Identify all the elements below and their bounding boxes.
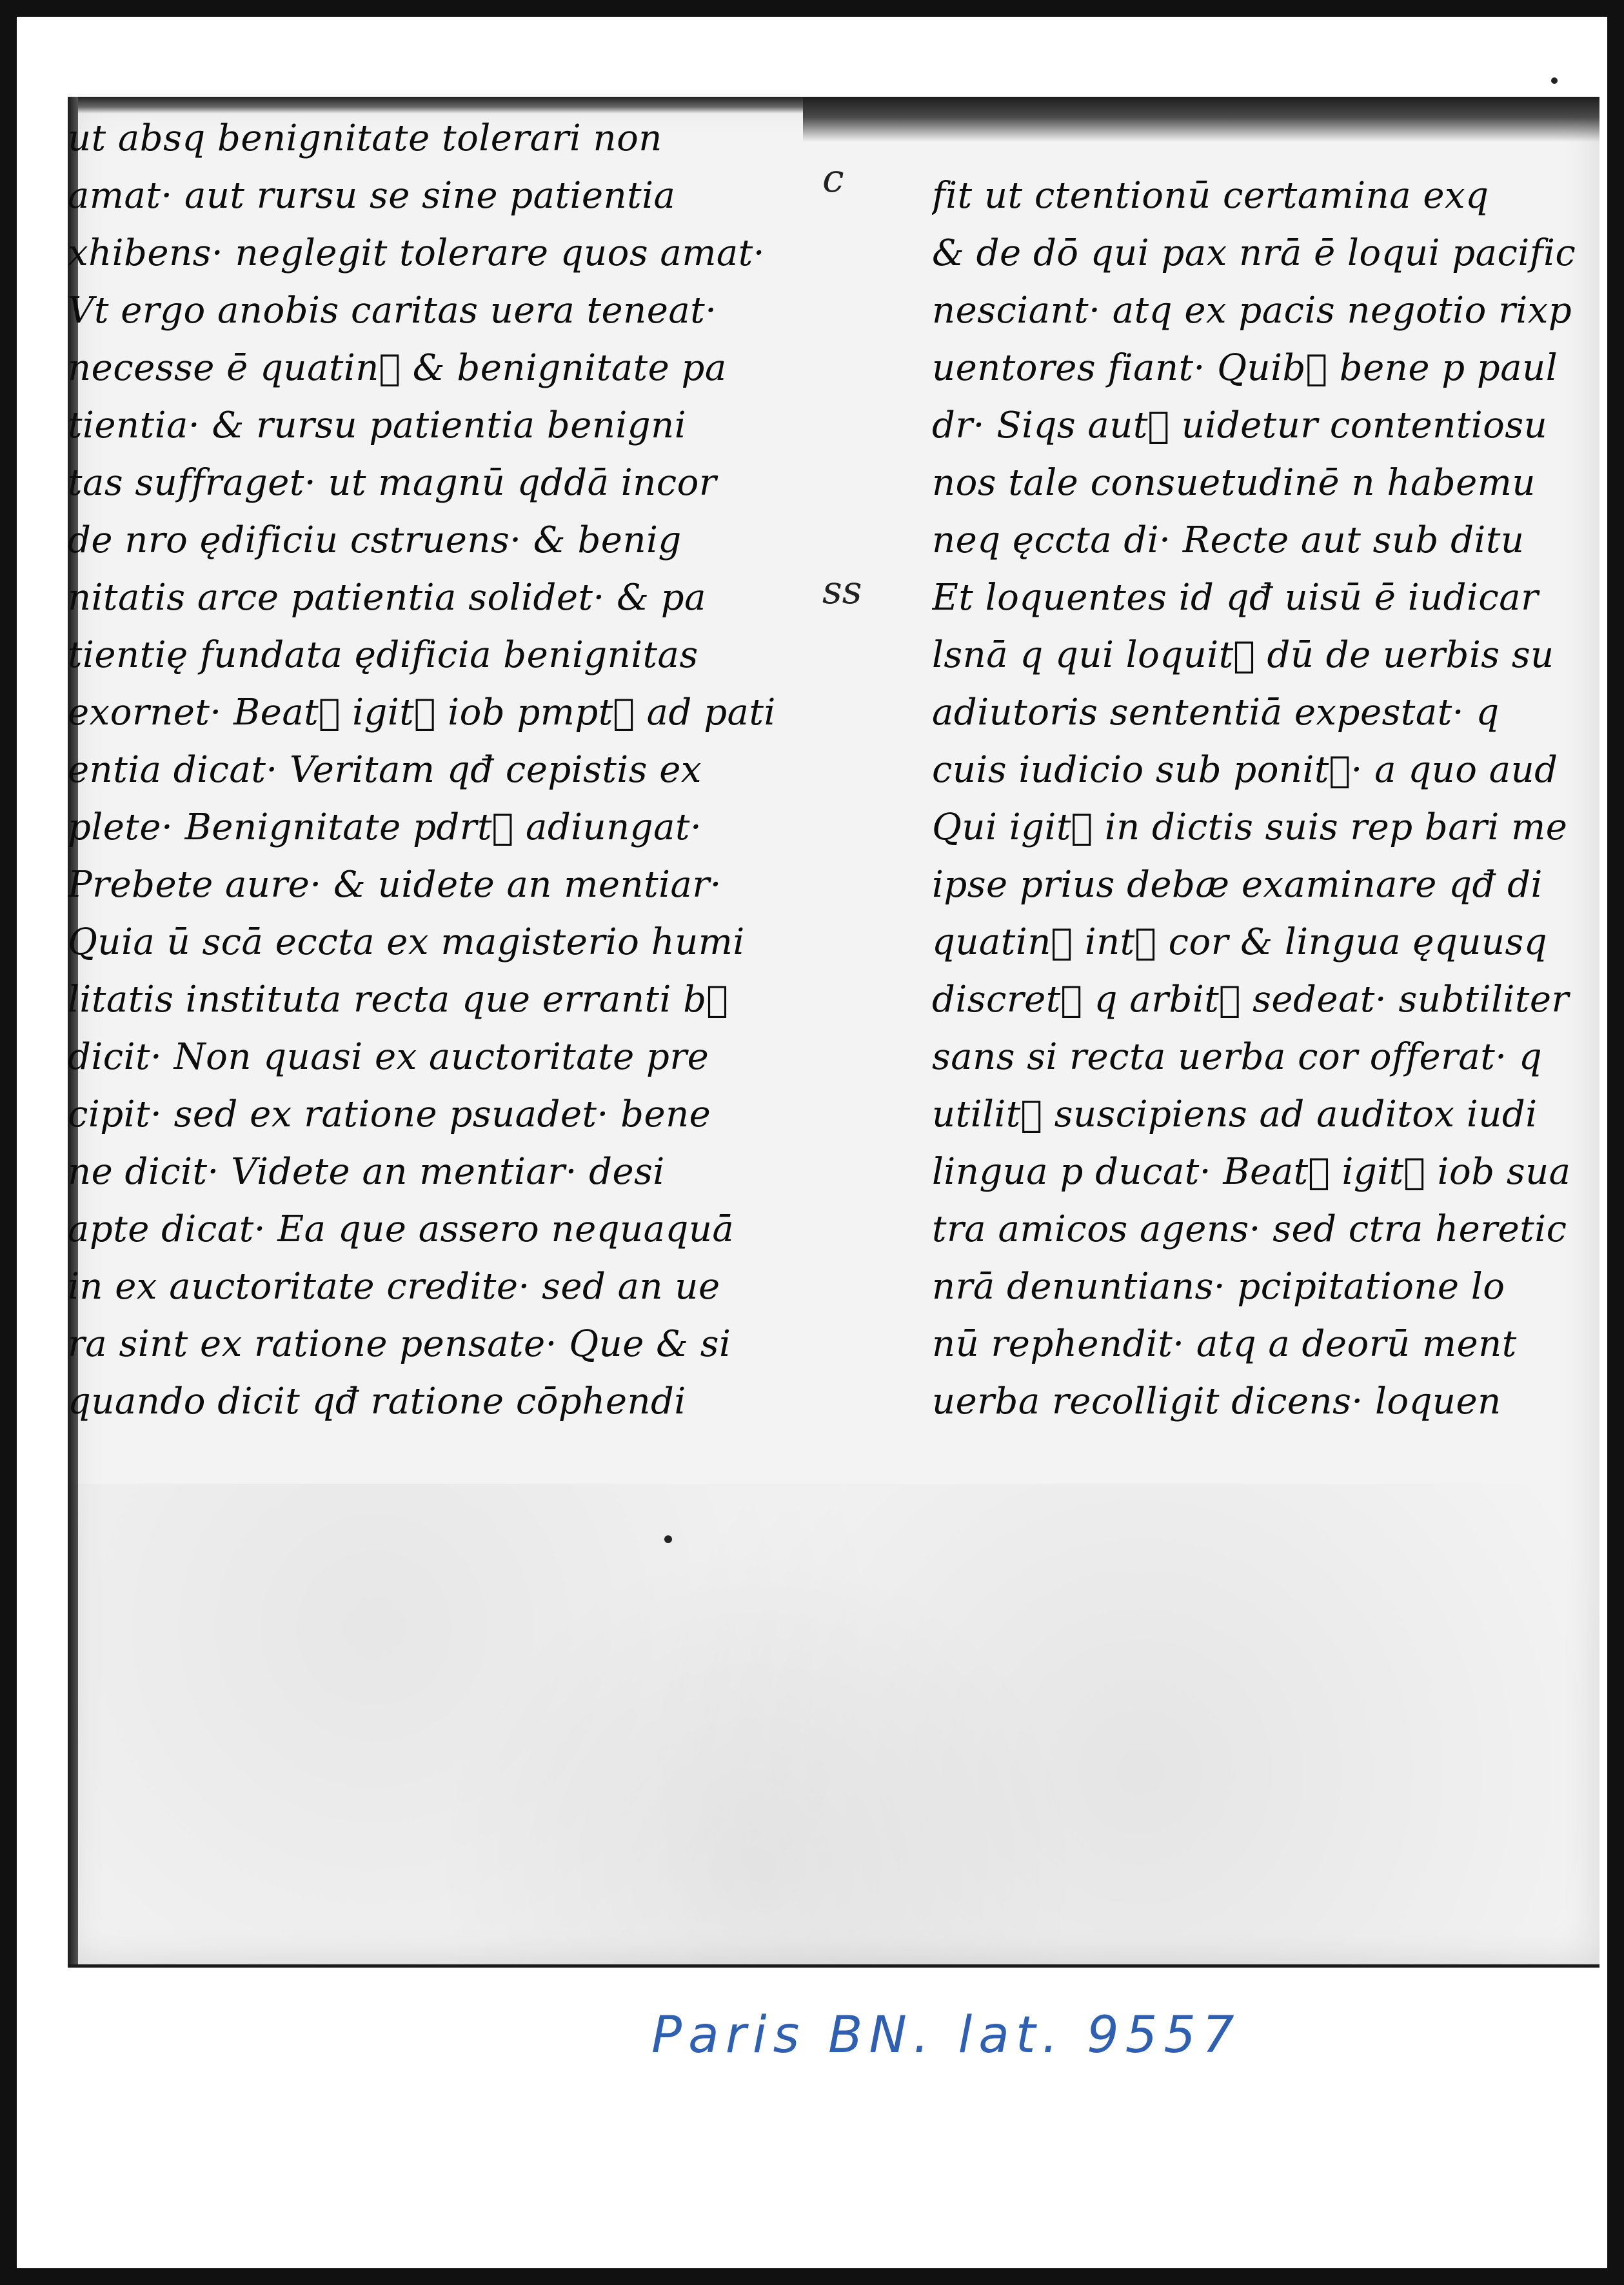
ink-spot bbox=[1551, 77, 1558, 84]
text-line: quando dicit qđ ratione cōphendi bbox=[68, 1381, 686, 1422]
text-line: nesciant· atq ex pacis negotio rixp bbox=[932, 290, 1572, 332]
text-line: sans si recta uerba cor offerat· q bbox=[932, 1036, 1543, 1078]
text-line: uerba recolligit dicens· loquen bbox=[932, 1381, 1501, 1422]
text-line: entia dicat· Veritam qđ cepistis ex bbox=[68, 749, 702, 791]
ink-spot bbox=[664, 1535, 672, 1543]
text-line: utilit᷑ suscipiens ad auditox iudi bbox=[932, 1093, 1538, 1135]
text-line: lsnā q qui loquit᷑ dū de uerbis su bbox=[932, 634, 1554, 676]
text-line: Vt ergo anobis caritas uera teneat· bbox=[68, 290, 717, 332]
margin-annotation: ss bbox=[822, 568, 862, 613]
manuscript-scan bbox=[68, 97, 1599, 1968]
text-line bbox=[932, 110, 1599, 167]
text-line: cipit· sed ex ratione psuadet· bene bbox=[68, 1093, 711, 1135]
text-line: litatis instituta recta que erranti b᷒ bbox=[68, 979, 729, 1021]
text-line: exornet· Beat᷒ igit᷑ iob pmpt᷒ ad pati bbox=[68, 692, 776, 733]
text-line: uentores fiant· Quib᷒ bene p paul bbox=[932, 347, 1558, 389]
text-line: tientię fundata ędificia benignitas bbox=[68, 634, 698, 676]
text-line: Et loquentes id qđ uisū ē iudicar bbox=[932, 577, 1539, 619]
text-line: de nro ędificiu cstruens· & benig bbox=[68, 519, 682, 561]
text-line: nitatis arce patientia solidet· & pa bbox=[68, 577, 706, 619]
text-line: fit ut ctentionū certamina exq bbox=[932, 175, 1489, 217]
text-line: dicit· Non quasi ex auctoritate pre bbox=[68, 1036, 709, 1078]
text-line: lingua p ducat· Beat᷒ igit᷑ iob sua bbox=[932, 1151, 1571, 1193]
text-line: ut absq benignitate tolerari non bbox=[68, 117, 662, 159]
text-line: xhibens· neglegit tolerare quos amat· bbox=[68, 232, 766, 274]
text-line: Qui igit᷑ in dictis suis rep bari me bbox=[932, 806, 1568, 848]
text-line: neq ęccta di· Recte aut sub ditu bbox=[932, 519, 1525, 561]
text-line: nū rephendit· atq a deorū ment bbox=[932, 1323, 1517, 1365]
text-line: tientia· & rursu patientia benigni bbox=[68, 404, 687, 446]
text-line: necesse ē quatin᷒ & benignitate pa bbox=[68, 347, 727, 389]
text-line: adiutoris sententiā expestat· q bbox=[932, 692, 1500, 733]
shelfmark-annotation: Paris BN. lat. 9557 bbox=[651, 2006, 1241, 2064]
text-line: Quia ū scā eccta ex magisterio humi bbox=[68, 921, 745, 963]
text-line: nrā denuntians· pcipitatione lo bbox=[932, 1266, 1505, 1308]
text-line: apte dicat· Ea que assero nequaquā bbox=[68, 1208, 735, 1250]
text-line: discret᷒ q arbit᷑ sedeat· subtiliter bbox=[932, 979, 1569, 1021]
text-line: & de dō qui pax nrā ē loqui pacific bbox=[932, 232, 1576, 274]
text-line: tas suffraget· ut magnū qddā incor bbox=[68, 462, 717, 504]
text-line: ne dicit· Videte an mentiar· desi bbox=[68, 1151, 665, 1193]
paper-speckle bbox=[68, 1484, 1599, 1964]
text-line: ra sint ex ratione pensate· Que & si bbox=[68, 1323, 731, 1365]
left-text-column bbox=[68, 110, 829, 1430]
text-line: ipse prius debæ examinare qđ di bbox=[932, 864, 1543, 906]
text-line: amat· aut rursu se sine patientia bbox=[68, 175, 676, 217]
text-line: plete· Benignitate pdrt᷒ adiungat· bbox=[68, 806, 702, 848]
text-line: nos tale consuetudinē n habemu bbox=[932, 462, 1536, 504]
text-line: tra amicos agens· sed ctra heretic bbox=[932, 1208, 1567, 1250]
text-line: in ex auctoritate credite· sed an ue bbox=[68, 1266, 720, 1308]
text-line: Prebete aure· & uidete an mentiar· bbox=[68, 864, 722, 906]
margin-annotation: c bbox=[822, 156, 844, 201]
text-line: dr· Siqs aut᷑ uidetur contentiosu bbox=[932, 404, 1548, 446]
text-line: quatin᷒ int᷑ cor & lingua ęquusq bbox=[932, 921, 1548, 963]
text-line: cuis iudicio sub ponit᷑· a quo aud bbox=[932, 749, 1558, 791]
right-text-column bbox=[932, 110, 1599, 1430]
